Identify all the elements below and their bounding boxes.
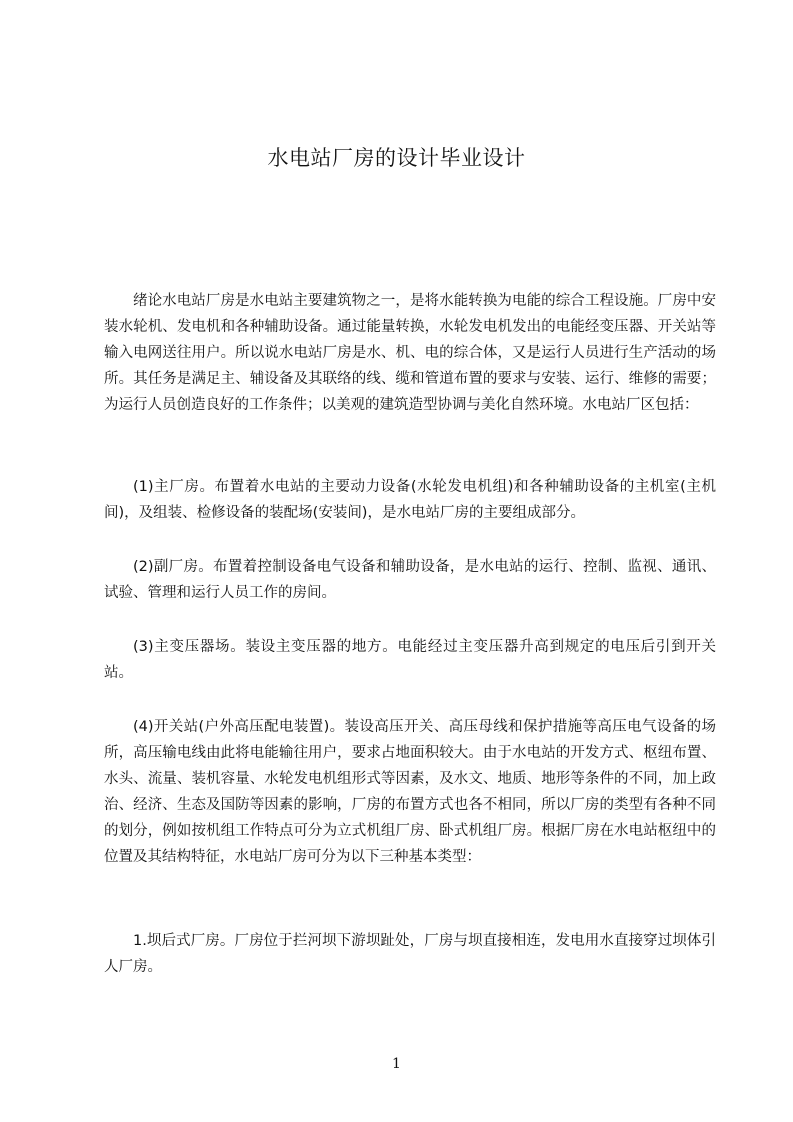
paragraph-auxiliary-powerhouse: (2)副厂房。布置着控制设备电气设备和辅助设备，是水电站的运行、控制、监视、通讯、试验、管理和运行人员工作的房间。 — [104, 559, 716, 601]
paragraph-dam-toe-powerhouse: 1.坝后式厂房。厂房位于拦河坝下游坝趾处，厂房与坝直接相连，发电用水直接穿过坝体引人厂房。 — [104, 933, 716, 975]
paragraph-main-powerhouse: (1)主厂房。布置着水电站的主要动力设备(水轮发电机组)和各种辅助设备的主机室(主机间)，及组装、检修设备的装配场(安装间)，是水电站厂房的主要组成部分。 — [104, 479, 716, 521]
paragraph-main-transformer-yard: (3)主变压器场。装设主变压器的地方。电能经过主变压器升高到规定的电压后引到开关站。 — [104, 639, 716, 681]
paragraph-introduction: 绪论水电站厂房是水电站主要建筑物之一，是将水能转换为电能的综合工程设施。厂房中安装水轮机、发电机和各种辅助设备。通过能量转换，水轮发电机发出的电能经变压器、开关站等输入电网送往用户。所以说水电站厂房是水、机、电的综合体，又是运行人员进行生产活动的场所。其任务是满足主、辅设备及其联络的线、缆和管道布置的要求与安装、运行、维修的需要；为运行人员创造良好的工作条件；以美观的建筑造型协调与美化自然环境。水电站厂区包括： — [104, 293, 716, 413]
page-number: 1 — [392, 1056, 401, 1072]
paragraph-switchyard: (4)开关站(户外高压配电装置)。装设高压开关、高压母线和保护措施等高压电气设备的场所，高压输电线由此将电能输往用户，要求占地面积较大。由于水电站的开发方式、枢纽布置、水头、流量、装机容量、水轮发电机组形式等因素，及水文、地质、地形等条件的不同，加上政治、经济、生态及国防等因素的影响，厂房的布置方式也各不相同，所以厂房的类型有各种不同的划分，例如按机组工作特点可分为立式机组厂房、卧式机组厂房。根据厂房在水电站枢纽中的位置及其结构特征，水电站厂房可分为以下三种基本类型： — [104, 719, 716, 865]
document-title: 水电站厂房的设计毕业设计 — [267, 146, 526, 170]
